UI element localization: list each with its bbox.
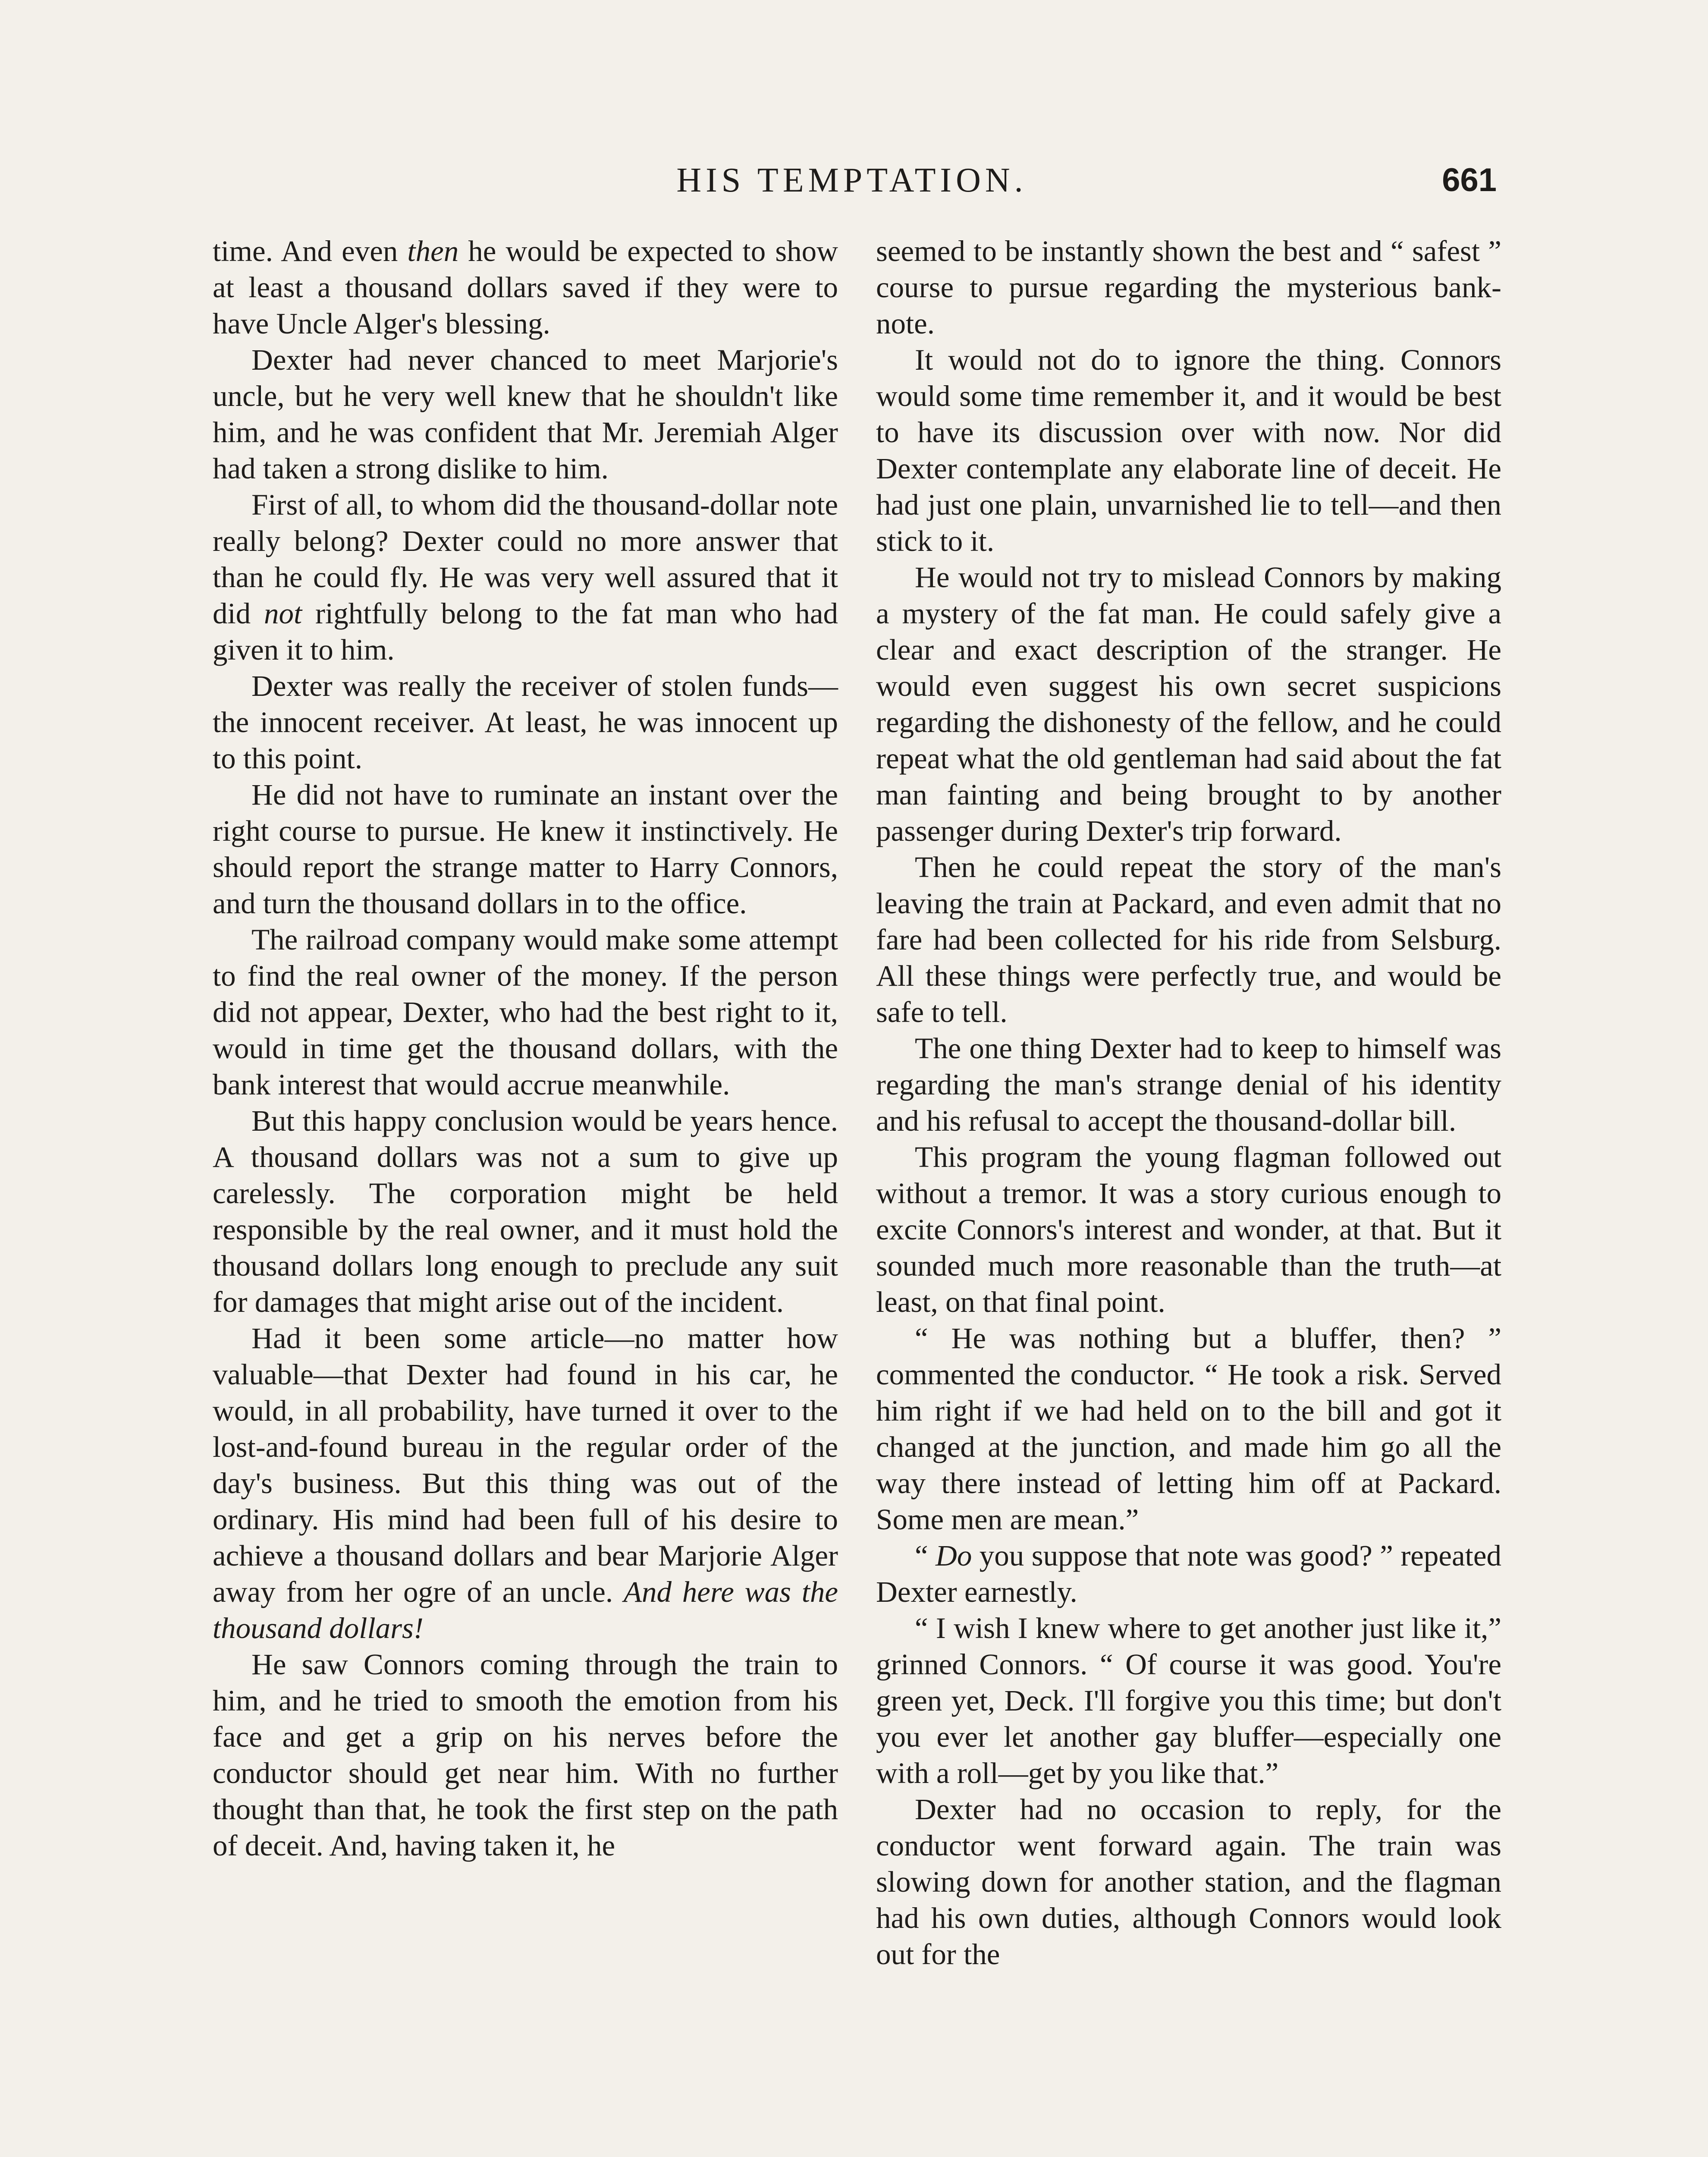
paragraph: [876, 1538, 1501, 1610]
paragraph: [876, 1320, 1501, 1538]
italic-text: And here was the thousand dollars!: [213, 1575, 838, 1644]
paragraph: [213, 1320, 838, 1646]
paragraph: [213, 233, 838, 342]
text-run: Then he could repeat the story of the man's leaving the train at Packard, and even admit that no fare had been collected for his ride from Selsburg. All these things were perfectly true, and would be safe to tell.: [876, 851, 1501, 1028]
text-run: seemed to be instantly shown the best and “ safest ” course to pursue regarding the mysterious bank-note.: [876, 235, 1501, 340]
text-run: He saw Connors coming through the train to him, and he tried to smooth the emotion from his face and get a grip on his nerves before the conductor should get near him. With no further thought than that, he took the first step on the path of deceit. And, having taken it, he: [213, 1648, 838, 1862]
text-run: Dexter was really the receiver of stolen funds—the innocent receiver. At least, he was innocent up to this point.: [213, 670, 838, 775]
paragraph: [876, 1610, 1501, 1791]
paragraph: [213, 1646, 838, 1864]
text-run: Dexter had no occasion to reply, for the conductor went forward again. The train was slowing down for another station, and the flagman had his own duties, although Connors would look out for the: [876, 1793, 1501, 1971]
text-run: He did not have to ruminate an instant over the right course to pursue. He knew it instinctively. He should report the strange matter to Harry Connors, and turn the thousand dollars in to the office.: [213, 778, 838, 920]
text-run: The railroad company would make some attempt to find the real owner of the money. If the person did not appear, Dexter, who had the best right to it, would in time get the thousand dollars, with the bank interest that would accrue meanwhile.: [213, 923, 838, 1101]
text-run: Dexter had never chanced to meet Marjorie's uncle, but he very well knew that he shouldn't like him, and he was confident that Mr. Jeremiah Alger had taken a strong dislike to him.: [213, 343, 838, 485]
text-run: rightfully belong to the fat man who had given it to him.: [213, 597, 838, 666]
paragraph: [876, 342, 1501, 559]
paragraph: [876, 1030, 1501, 1139]
text-run: Had it been some article—no matter how valuable—that Dexter had found in his car, he would, in all probability, have turned it over to the lost-and-found bureau in the regular order of the day's business. But this thing was out of the ordinary. His mind had been full of his desire to achieve a thousand dollars and bear Marjorie Alger away from her ogre of an uncle.: [213, 1322, 838, 1608]
paragraph: [213, 921, 838, 1103]
text-run: But this happy conclusion would be years hence. A thousand dollars was not a sum to give up carelessly. The corporation might be held responsible by the real owner, and it must hold the thousand dollars long enough to preclude any suit for damages that might arise out of the incident.: [213, 1104, 838, 1318]
text-run: “ I wish I knew where to get another just like it,” grinned Connors. “ Of course it was good. You're green yet, Deck. I'll forgive you this time; but don't you ever let another gay bluffer—especially one with a roll—get by you like that.”: [876, 1612, 1501, 1789]
italic-text: not: [264, 597, 302, 630]
paragraph: [213, 487, 838, 668]
left-column: [213, 233, 838, 1864]
paragraph: [213, 342, 838, 487]
text-run: He would not try to mislead Connors by making a mystery of the fat man. He could safely give a clear and exact description of the stranger. He would even suggest his own secret suspicions regarding the dishonesty of the fellow, and he could repeat what the old gentleman had said about the fat man fainting and being brought to by another passenger during Dexter's trip forward.: [876, 561, 1501, 847]
text-run: The one thing Dexter had to keep to himself was regarding the man's strange denial of his identity and his refusal to accept the thousand-dollar bill.: [876, 1032, 1501, 1137]
paragraph: [876, 1139, 1501, 1320]
text-run: he would be expected to show at least a thousand dollars saved if they were to have Uncle Alger's blessing.: [213, 235, 838, 340]
page-number: 661: [1442, 162, 1497, 198]
paragraph: [213, 668, 838, 777]
text-run: “ He was nothing but a bluffer, then? ” commented the conductor. “ He took a risk. Served him right if we had held on to the bill and got it changed at the junction, and made him go all the way there instead of letting him off at Packard. Some men are mean.”: [876, 1322, 1501, 1536]
text-run: you suppose that note was good? ” repeated Dexter earnestly.: [876, 1539, 1501, 1608]
paragraph: [876, 1791, 1501, 1972]
text-run: It would not do to ignore the thing. Connors would some time remember it, and it would be best to have its discussion over with now. Nor did Dexter contemplate any elaborate line of deceit. He had just one plain, unvarnished lie to tell—and then stick to it.: [876, 343, 1501, 557]
italic-text: then: [407, 235, 459, 267]
text-run: First of all, to whom did the thousand-dollar note really belong? Dexter could no more answer that than he could fly. He was very well assured that it did: [213, 488, 838, 630]
paragraph: [876, 233, 1501, 342]
running-title: HIS TEMPTATION.: [676, 161, 1027, 199]
italic-text: Do: [936, 1539, 972, 1572]
text-run: “: [915, 1539, 936, 1572]
paragraph: [876, 559, 1501, 849]
paragraph: [213, 777, 838, 921]
text-run: This program the young flagman followed out without a tremor. It was a story curious enough to excite Connors's interest and wonder, at that. But it sounded much more reasonable than the truth—at least, on that final point.: [876, 1141, 1501, 1318]
text-run: time. And even: [213, 235, 408, 267]
page-header: [207, 159, 1497, 202]
right-column: [876, 233, 1501, 1972]
paragraph: [876, 849, 1501, 1030]
paragraph: [213, 1103, 838, 1320]
